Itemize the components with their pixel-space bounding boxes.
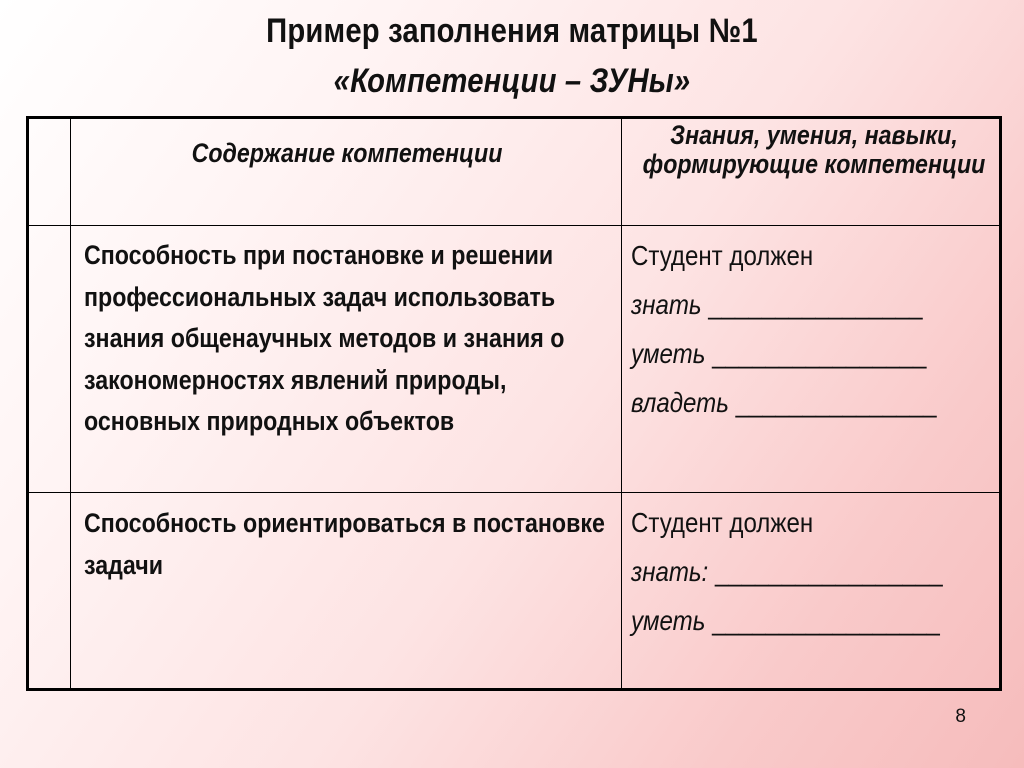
know-label: знать: [631,556,709,587]
page-number: 8 [955,706,966,727]
slide-title [72,6,953,106]
know-blank: _________________ [708,556,943,587]
know-label: знать [631,289,702,320]
can-label: уметь [631,605,706,636]
row-1-can [631,329,1001,378]
row-2-skills-cell [631,498,1001,645]
header-skills: Знания, умения, навыки, формирующие компетенции [642,120,986,179]
row-1-competence-cell [84,235,619,443]
column-divider [70,119,71,688]
row-1-know [631,280,1001,329]
header-cell-skills [625,121,1002,179]
row-1-master [631,378,1001,427]
row-2-student: Студент должен [631,507,814,538]
row-divider [29,225,999,226]
row-1-skills-cell [631,231,1001,427]
can-blank: ________________ [705,338,927,369]
row-1-skills [631,231,1001,427]
row-2-skills [631,498,1001,645]
header-cell-competence [73,139,621,168]
row-1-student: Студент должен [631,240,814,271]
can-label: уметь [631,338,706,369]
know-blank: ________________ [701,289,923,320]
column-divider [621,119,622,688]
row-divider [29,492,999,493]
title-line-1: Пример заполнения матрицы №1 [266,12,758,50]
header-competence: Содержание компетенции [191,138,503,168]
row-2-competence: Способность ориентироваться в постановке задачи [84,508,605,580]
row-1-competence: Способность при постановке и решении профессиональных задач использовать знания общенаучных методов и знания о закономерностях явлений природы, основных природных объектов [84,240,565,436]
row-2-can [631,596,1001,645]
competence-matrix-table [26,116,1002,691]
title-line-2: «Компетенции – ЗУНы» [333,62,691,100]
master-blank: _______________ [728,387,937,418]
master-label: владеть [631,387,729,418]
can-blank: _________________ [705,605,940,636]
row-2-know [631,547,1001,596]
row-2-competence-cell [84,503,619,586]
